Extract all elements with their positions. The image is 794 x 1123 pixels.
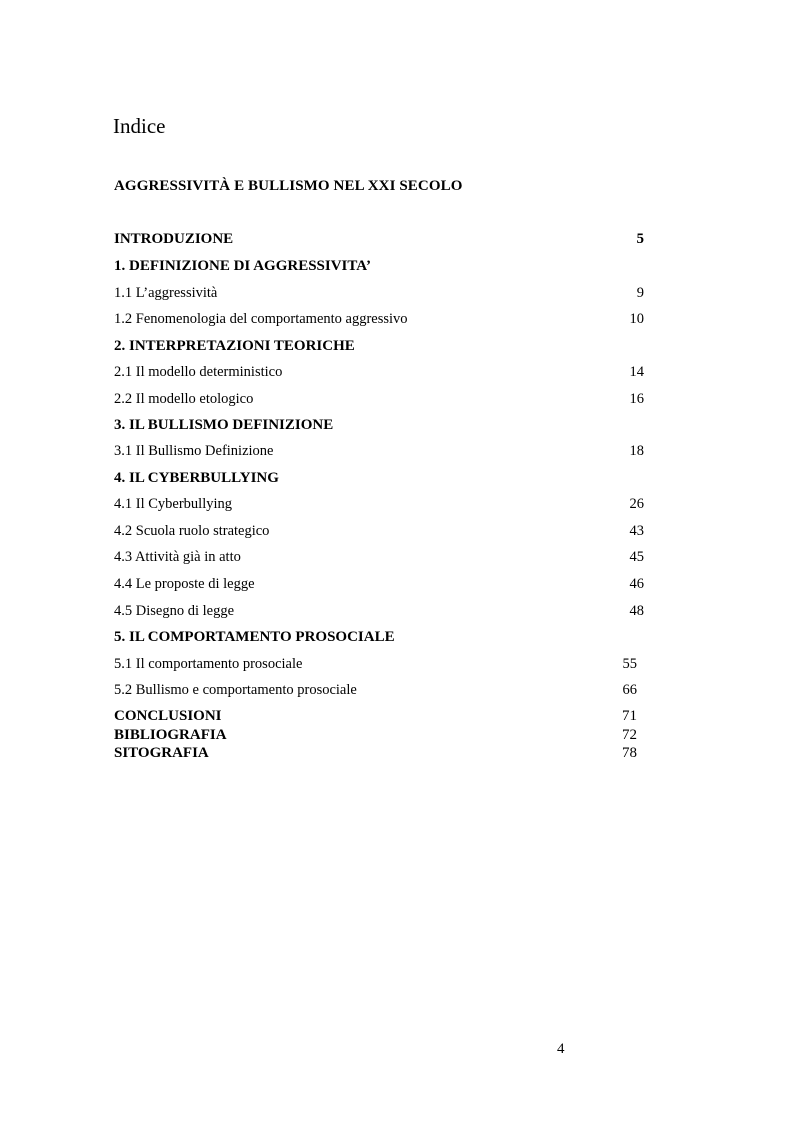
toc-entry-label: 3. IL BULLISMO DEFINIZIONE bbox=[114, 417, 334, 433]
toc-entry-label: BIBLIOGRAFIA bbox=[114, 727, 227, 743]
toc-entry-label: CONCLUSIONI bbox=[114, 708, 222, 724]
toc-entry-5-1[interactable] bbox=[114, 654, 644, 674]
toc-chapter-5[interactable] bbox=[114, 627, 644, 647]
toc-entry-page: 9 bbox=[636, 285, 644, 301]
toc-entry-page: 48 bbox=[629, 603, 644, 619]
toc-entry-label: 4.5 Disegno di legge bbox=[114, 603, 235, 619]
toc-entry-page: 71 bbox=[622, 708, 637, 724]
toc-entry-page: 46 bbox=[629, 576, 644, 592]
toc-entry-label: 5.1 Il comportamento prosociale bbox=[114, 656, 303, 672]
toc-entry-4-5[interactable] bbox=[114, 601, 644, 621]
toc-entry-page: 66 bbox=[622, 682, 637, 698]
toc-entry-label: SITOGRAFIA bbox=[114, 745, 209, 761]
page-heading: Indice bbox=[113, 114, 166, 138]
toc-entry-page: 55 bbox=[622, 656, 637, 672]
toc-entry-page: 78 bbox=[622, 745, 637, 761]
toc-entry-sitografia[interactable] bbox=[114, 743, 644, 763]
toc-entry-4-3[interactable] bbox=[114, 547, 644, 567]
toc-entry-label: 2.2 Il modello etologico bbox=[114, 391, 254, 407]
toc-entry-2-2[interactable] bbox=[114, 389, 644, 409]
toc-entry-page: 16 bbox=[629, 391, 644, 407]
toc-entry-page: 14 bbox=[629, 364, 644, 380]
toc-entry-label: 4. IL CYBERBULLYING bbox=[114, 470, 279, 486]
toc-entry-label: 3.1 Il Bullismo Definizione bbox=[114, 443, 274, 459]
toc-entry-label: 5. IL COMPORTAMENTO PROSOCIALE bbox=[114, 629, 395, 645]
toc-entry-introduzione[interactable] bbox=[114, 229, 644, 249]
toc-chapter-2[interactable] bbox=[114, 336, 644, 356]
toc-entry-label: 1.2 Fenomenologia del comportamento aggressivo bbox=[114, 311, 408, 327]
toc-entry-bibliografia[interactable] bbox=[114, 725, 644, 745]
document-title: AGGRESSIVITÀ E BULLISMO NEL XXI SECOLO bbox=[114, 178, 463, 194]
toc-entry-label: 2.1 Il modello deterministico bbox=[114, 364, 283, 380]
page-number: 4 bbox=[557, 1041, 565, 1057]
toc-entry-label: 4.4 Le proposte di legge bbox=[114, 576, 255, 592]
toc-entry-label: 4.2 Scuola ruolo strategico bbox=[114, 523, 270, 539]
toc-chapter-4[interactable] bbox=[114, 468, 644, 488]
toc-entry-page: 26 bbox=[629, 496, 644, 512]
toc-entry-label: 4.3 Attività già in atto bbox=[114, 549, 241, 565]
toc-entry-1-2[interactable] bbox=[114, 309, 644, 329]
toc-entry-label: 1. DEFINIZIONE DI AGGRESSIVITA’ bbox=[114, 258, 371, 274]
toc-entry-3-1[interactable] bbox=[114, 441, 644, 461]
toc-entry-label: 2. INTERPRETAZIONI TEORICHE bbox=[114, 338, 355, 354]
toc-chapter-1[interactable] bbox=[114, 256, 644, 276]
toc-entry-label: INTRODUZIONE bbox=[114, 231, 234, 247]
toc-chapter-3[interactable] bbox=[114, 415, 644, 435]
toc-entry-label: 1.1 L’aggressività bbox=[114, 285, 218, 301]
toc-entry-page: 10 bbox=[629, 311, 644, 327]
toc-entry-1-1[interactable] bbox=[114, 283, 644, 303]
toc-entry-4-1[interactable] bbox=[114, 494, 644, 514]
toc-entry-page: 72 bbox=[622, 727, 637, 743]
toc-entry-page: 43 bbox=[629, 523, 644, 539]
toc-entry-page: 18 bbox=[629, 443, 644, 459]
toc-entry-4-2[interactable] bbox=[114, 521, 644, 541]
toc-entry-page: 5 bbox=[636, 231, 644, 247]
toc-entry-4-4[interactable] bbox=[114, 574, 644, 594]
toc-entry-2-1[interactable] bbox=[114, 362, 644, 382]
toc-entry-5-2[interactable] bbox=[114, 680, 644, 700]
toc-entry-label: 5.2 Bullismo e comportamento prosociale bbox=[114, 682, 357, 698]
toc-entry-conclusioni[interactable] bbox=[114, 706, 644, 726]
toc-entry-page: 45 bbox=[629, 549, 644, 565]
toc-entry-label: 4.1 Il Cyberbullying bbox=[114, 496, 233, 512]
